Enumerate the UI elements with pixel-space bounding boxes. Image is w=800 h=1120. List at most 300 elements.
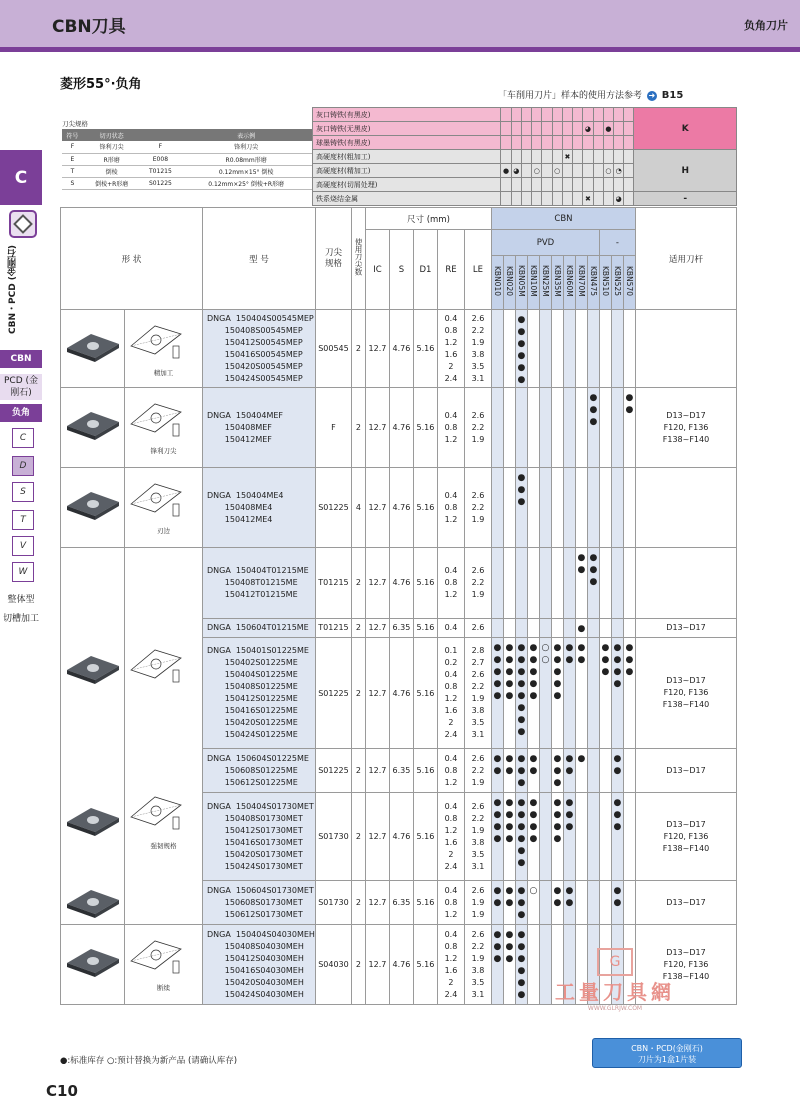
stock-mark xyxy=(599,881,611,925)
workpiece-mark xyxy=(542,192,552,206)
workpiece-mark xyxy=(593,150,603,164)
arrow-right-icon: ➜ xyxy=(648,91,656,100)
reference-note xyxy=(498,88,683,101)
workpiece-row xyxy=(313,150,737,164)
sidebar-shape-s[interactable]: S xyxy=(12,482,34,502)
stock-mark: ● ● ● ● xyxy=(551,793,563,881)
stock-mark: ● ● xyxy=(623,388,635,468)
product-table xyxy=(60,207,737,1005)
stock-mark: ● ● ● xyxy=(491,925,503,1005)
stock-mark xyxy=(515,388,527,468)
stock-mark xyxy=(551,388,563,468)
stock-mark xyxy=(515,618,527,637)
grade-header xyxy=(587,256,599,310)
grade-name: KBN510 xyxy=(600,266,610,296)
insert-drawing xyxy=(125,394,187,444)
dim-re: 0.4 0.8 1.2 1.6 2 2.4 xyxy=(437,925,464,1005)
grade-header xyxy=(491,256,503,310)
spec-cell: S xyxy=(62,177,83,189)
edge-spec: F xyxy=(315,388,351,468)
workpiece-mark xyxy=(501,122,511,136)
edge-count: 2 xyxy=(351,548,365,619)
dim-col-d1: D1 xyxy=(413,230,437,310)
grade-name: KBN570 xyxy=(624,266,634,296)
spec-cell: E xyxy=(62,153,83,165)
stock-mark xyxy=(491,388,503,468)
workpiece-mark: ✖ xyxy=(562,150,572,164)
spec-cell: E008 xyxy=(141,153,181,165)
edge-count: 2 xyxy=(351,310,365,388)
workpiece-mark xyxy=(624,164,634,178)
dim-le: 2.6 2.2 1.9 3.8 3.5 3.1 xyxy=(464,310,491,388)
stock-mark xyxy=(599,749,611,793)
workpiece-mark xyxy=(573,136,583,150)
insert-photo xyxy=(63,484,123,524)
sidebar-shape-c[interactable]: C xyxy=(12,428,34,448)
workpiece-mark xyxy=(511,192,521,206)
reference-page-link[interactable]: B15 xyxy=(661,90,684,101)
stock-mark xyxy=(527,388,539,468)
workpiece-label: 高硬度材(切屑处理) xyxy=(313,178,501,192)
insert-drawing xyxy=(125,931,187,981)
spec-header: 表示例 xyxy=(180,129,312,141)
workpiece-mark xyxy=(521,122,531,136)
edge-spec: S01225 xyxy=(315,637,351,748)
workpiece-mark xyxy=(562,178,572,192)
edge-spec: S04030 xyxy=(315,925,351,1005)
stock-mark xyxy=(539,310,551,388)
stock-mark: ● ● ● ● ● ● xyxy=(515,925,527,1005)
spec-cell: 倒棱 xyxy=(83,165,141,177)
spec-cell: F xyxy=(141,141,181,153)
workpiece-mark xyxy=(583,178,593,192)
spec-header-text: 刀尖规格 xyxy=(324,247,342,269)
spec-cell: 锋利刀尖 xyxy=(180,141,312,153)
stock-mark: ● ● xyxy=(575,548,587,619)
insert-photo xyxy=(63,941,123,981)
grade-header xyxy=(515,256,527,310)
dim-s: 4.76 xyxy=(389,468,413,548)
stock-mark: ● ● ● ● ● xyxy=(503,637,515,748)
stock-mark xyxy=(599,310,611,388)
workpiece-label: 球墨铸铁(有黑皮) xyxy=(313,136,501,150)
grade-header xyxy=(539,256,551,310)
sidebar-item-grooving[interactable]: 切槽加工 xyxy=(2,614,39,624)
workpiece-mark: ○ xyxy=(552,164,562,178)
spec-header: 切刃状态 xyxy=(83,129,141,141)
workpiece-mark: ● xyxy=(603,122,613,136)
workpiece-mark: ○ xyxy=(603,164,613,178)
workpiece-mark xyxy=(511,122,521,136)
stock-mark xyxy=(599,618,611,637)
spec-cell: S01225 xyxy=(141,177,181,189)
workpiece-mark xyxy=(542,178,552,192)
stock-mark: ● ● ● ● ● ● xyxy=(515,310,527,388)
pvd-header: PVD xyxy=(491,230,599,256)
stock-mark xyxy=(587,881,599,925)
model-codes: DNGA 150404S00545MEP 150408S00545MEP 150412S00545MEP 150416S00545MEP 150420S00545MEP 150424S00545MEP xyxy=(203,310,316,388)
workpiece-label: 灰口铸铁(无黑皮) xyxy=(313,122,501,136)
model-codes: DNGA 150401S01225ME 150402S01225ME 150404S01225ME 150408S01225ME 150412S01225ME 150416S01225ME 150420S01225ME 150424S01225ME xyxy=(203,637,316,748)
dim-ic: 12.7 xyxy=(365,925,389,1005)
insert-drawing-cell xyxy=(125,388,203,468)
holder-cell xyxy=(635,310,736,388)
stock-mark: ● ● ● ● ● xyxy=(551,637,563,748)
workpiece-row xyxy=(313,108,737,122)
product-row xyxy=(61,548,737,619)
stock-mark xyxy=(539,548,551,619)
stock-mark xyxy=(551,618,563,637)
stock-mark xyxy=(587,310,599,388)
stock-mark: ● ● ● xyxy=(623,637,635,748)
stock-mark xyxy=(563,548,575,619)
watermark-name: 工量刀具網 xyxy=(555,980,675,1004)
holder-cell: D13~D17 F120, F136 F138~F140 xyxy=(635,925,736,1005)
workpiece-mark xyxy=(532,122,542,136)
spec-header xyxy=(315,208,351,310)
dim-s: 4.76 xyxy=(389,925,413,1005)
spec-cell: F xyxy=(62,141,83,153)
stock-mark: ● ● ● ● ● xyxy=(527,637,539,748)
workpiece-mark xyxy=(573,108,583,122)
workpiece-mark: ◕ xyxy=(583,122,593,136)
stock-mark xyxy=(623,618,635,637)
sidebar-item-cbn[interactable]: CBN xyxy=(0,350,42,368)
packaging-note-button[interactable] xyxy=(592,1038,742,1068)
stock-mark: ● ● xyxy=(551,881,563,925)
workpiece-mark xyxy=(521,150,531,164)
dim-ic: 12.7 xyxy=(365,618,389,637)
stock-mark: ● ● xyxy=(563,637,575,748)
stock-mark xyxy=(539,388,551,468)
dim-s: 4.76 xyxy=(389,388,413,468)
stock-mark xyxy=(503,468,515,548)
stock-mark: ● ● ● ● xyxy=(503,793,515,881)
edge-spec-caption: 刀尖规格 xyxy=(62,120,88,128)
stock-mark xyxy=(599,793,611,881)
insert-drawing-cell xyxy=(125,925,203,1005)
dim-d1: 5.16 xyxy=(413,548,437,619)
dim-d1: 5.16 xyxy=(413,749,437,793)
stock-mark: ● ● ● ● ● ● xyxy=(515,793,527,881)
stock-mark xyxy=(503,618,515,637)
holder-cell: D13~D17 xyxy=(635,749,736,793)
workpiece-mark xyxy=(603,136,613,150)
dim-ic: 12.7 xyxy=(365,749,389,793)
stock-mark xyxy=(539,468,551,548)
workpiece-mark: ◕ xyxy=(614,192,624,206)
workpiece-mark xyxy=(511,178,521,192)
workpiece-table xyxy=(312,107,737,206)
stock-mark: ● ● ● xyxy=(551,749,563,793)
stock-mark: ● ● xyxy=(563,749,575,793)
workpiece-mark xyxy=(583,164,593,178)
insert-photo xyxy=(63,404,123,444)
workpiece-mark xyxy=(593,108,603,122)
product-row xyxy=(61,468,737,548)
workpiece-mark xyxy=(583,150,593,164)
stock-mark xyxy=(527,310,539,388)
page-header-category: 负角刀片 xyxy=(744,19,788,32)
sidebar-item-negative[interactable]: 负角 xyxy=(0,404,42,422)
stock-mark xyxy=(503,548,515,619)
holder-cell: D13~D17 F120, F136 F138~F140 xyxy=(635,793,736,881)
stock-mark xyxy=(575,388,587,468)
workpiece-mark xyxy=(573,122,583,136)
workpiece-mark xyxy=(501,108,511,122)
dim-d1: 5.16 xyxy=(413,468,437,548)
insert-photo xyxy=(63,648,123,688)
stock-mark xyxy=(539,881,551,925)
sidebar-vertical-label: CBN・PCD (金刚石) xyxy=(8,244,18,334)
insert-drawing-cell xyxy=(125,468,203,548)
edge-count: 2 xyxy=(351,637,365,748)
edge-spec: S01225 xyxy=(315,468,351,548)
model-codes: DNGA 150404T01215ME 150408T01215ME 150412T01215ME xyxy=(203,548,316,619)
stock-mark xyxy=(623,310,635,388)
workpiece-mark xyxy=(501,178,511,192)
stock-mark: ● ● ● xyxy=(503,925,515,1005)
workpiece-mark xyxy=(552,136,562,150)
workpiece-mark xyxy=(614,150,624,164)
dim-col-le: LE xyxy=(464,230,491,310)
grade-name: KBN010 xyxy=(492,266,502,296)
stock-mark xyxy=(599,388,611,468)
dim-le: 2.6 xyxy=(464,618,491,637)
workpiece-mark xyxy=(603,108,613,122)
workpiece-mark: ● xyxy=(501,164,511,178)
model-header: 型 号 xyxy=(203,208,316,310)
dim-s: 4.76 xyxy=(389,637,413,748)
dim-ic: 12.7 xyxy=(365,388,389,468)
dim-le: 2.6 2.2 1.9 xyxy=(464,468,491,548)
stock-mark xyxy=(575,881,587,925)
stock-mark: ● ● ● xyxy=(563,793,575,881)
workpiece-mark xyxy=(593,192,603,206)
edge-spec: S01225 xyxy=(315,749,351,793)
holder-cell: D13~D17 F120, F136 F138~F140 xyxy=(635,637,736,748)
product-row xyxy=(61,388,737,468)
workpiece-mark xyxy=(624,136,634,150)
insert-photo-cell xyxy=(61,310,125,388)
page-header-title: CBN刀具 xyxy=(52,17,126,37)
sidebar-shape-v[interactable]: V xyxy=(12,536,34,556)
stock-mark xyxy=(539,793,551,881)
stock-mark xyxy=(611,310,623,388)
stock-mark: ● ● ● xyxy=(599,637,611,748)
grade-header xyxy=(623,256,635,310)
workpiece-mark xyxy=(573,164,583,178)
dim-d1: 5.16 xyxy=(413,310,437,388)
page-header xyxy=(0,0,800,52)
workpiece-mark xyxy=(521,136,531,150)
watermark-url: WWW.GLRJW.COM xyxy=(587,1005,643,1012)
page-number: C10 xyxy=(46,1082,78,1100)
workpiece-mark xyxy=(562,164,572,178)
insert-drawing-cell xyxy=(125,310,203,388)
workpiece-mark xyxy=(603,192,613,206)
dim-re: 0.1 0.2 0.4 0.8 1.2 1.6 2 2.4 xyxy=(437,637,464,748)
model-codes: DNGA 150604S01730MET 150608S01730MET 150612S01730MET xyxy=(203,881,316,925)
stock-mark: ● ● xyxy=(563,881,575,925)
stock-mark xyxy=(539,749,551,793)
stock-mark: ● ● ● xyxy=(587,388,599,468)
dim-le: 2.6 2.2 1.9 xyxy=(464,548,491,619)
spec-cell: T01215 xyxy=(141,165,181,177)
dim-le: 2.6 2.2 1.9 xyxy=(464,388,491,468)
insert-photo-cell xyxy=(61,388,125,468)
packaging-note-text: CBN・PCD(金刚石) 刀片为1盒1片装 xyxy=(631,1044,703,1064)
stock-mark xyxy=(587,468,599,548)
sidebar-shape-t[interactable]: T xyxy=(12,510,34,530)
shape-header: 形 状 xyxy=(61,208,203,310)
edge-spec: S00545 xyxy=(315,310,351,388)
legend: ●:标准库存 ○:预计替换为新产品 (请确认库存) xyxy=(60,1056,238,1066)
holder-cell xyxy=(635,468,736,548)
stock-mark xyxy=(623,468,635,548)
edge-count: 2 xyxy=(351,881,365,925)
holder-cell: D13~D17 xyxy=(635,881,736,925)
dim-re: 0.4 0.8 1.2 xyxy=(437,468,464,548)
dim-le: 2.6 2.2 1.9 xyxy=(464,749,491,793)
grade-name: KBN10M xyxy=(528,265,538,297)
stock-mark xyxy=(527,618,539,637)
dim-d1: 5.16 xyxy=(413,881,437,925)
insert-drawing xyxy=(125,316,187,366)
model-codes: DNGA 150404ME4 150408ME4 150412ME4 xyxy=(203,468,316,548)
stock-mark xyxy=(611,618,623,637)
stock-mark: ○ ○ xyxy=(539,637,551,748)
edge-spec-table xyxy=(62,118,312,190)
stock-mark xyxy=(623,793,635,881)
edge-spec: S01730 xyxy=(315,881,351,925)
insert-caption: 精加工 xyxy=(153,369,174,377)
sidebar-shape-w[interactable]: W xyxy=(12,562,34,582)
stock-mark: ● ● ● xyxy=(587,548,599,619)
stock-mark: ● ● xyxy=(503,749,515,793)
workpiece-mark xyxy=(614,108,624,122)
workpiece-mark xyxy=(521,164,531,178)
dim-d1: 5.16 xyxy=(413,637,437,748)
edge-count: 2 xyxy=(351,925,365,1005)
cbn-header: CBN xyxy=(491,208,635,230)
workpiece-mark xyxy=(593,178,603,192)
product-row xyxy=(61,310,737,388)
stock-mark: ● ● ● ● xyxy=(611,637,623,748)
grade-header xyxy=(563,256,575,310)
stock-mark xyxy=(611,468,623,548)
stock-mark xyxy=(599,468,611,548)
spec-header: 符号 xyxy=(62,129,83,141)
spec-cell: R形磨 xyxy=(83,153,141,165)
dim-col-s: S xyxy=(389,230,413,310)
sidebar-shape-d[interactable]: D xyxy=(12,456,34,476)
workpiece-label: 高硬度材(粗加工) xyxy=(313,150,501,164)
grade-name: KBN475 xyxy=(588,266,598,296)
stock-mark xyxy=(551,310,563,388)
dim-ic: 12.7 xyxy=(365,468,389,548)
workpiece-mark xyxy=(501,136,511,150)
stock-mark xyxy=(563,310,575,388)
sidebar-tab-c[interactable]: C xyxy=(0,150,42,205)
workpiece-label: 铁系烧结金属 xyxy=(313,192,501,206)
workpiece-mark xyxy=(593,164,603,178)
workpiece-mark xyxy=(521,108,531,122)
dim-re: 0.4 0.8 1.2 xyxy=(437,388,464,468)
stock-mark xyxy=(611,548,623,619)
stock-mark xyxy=(623,548,635,619)
insert-caption: 刃边 xyxy=(157,527,170,535)
stock-mark xyxy=(563,618,575,637)
dim-d1: 5.16 xyxy=(413,925,437,1005)
stock-mark xyxy=(539,618,551,637)
section-title: 菱形55°·负角 xyxy=(60,77,142,92)
spec-header xyxy=(141,129,181,141)
dim-s: 6.35 xyxy=(389,749,413,793)
dim-ic: 12.7 xyxy=(365,881,389,925)
dim-col-re: RE xyxy=(437,230,464,310)
workpiece-mark xyxy=(532,136,542,150)
grade-header xyxy=(599,256,611,310)
dim-re: 0.4 0.8 1.2 1.6 2 2.4 xyxy=(437,793,464,881)
workpiece-mark xyxy=(573,192,583,206)
spec-cell: 锋利刀尖 xyxy=(83,141,141,153)
insert-drawing xyxy=(125,640,187,690)
uncoated-header: - xyxy=(599,230,635,256)
grade-name: KBN35M xyxy=(552,265,562,297)
dims-header: 尺寸 (mm) xyxy=(365,208,491,230)
workpiece-mark xyxy=(573,150,583,164)
grade-name: KBN020 xyxy=(504,266,514,296)
insert-photo xyxy=(63,882,123,922)
workpiece-mark xyxy=(542,108,552,122)
workpiece-mark xyxy=(532,192,542,206)
spec-cell: T xyxy=(62,165,83,177)
edges-header xyxy=(351,208,365,310)
workpiece-mark: ◕ xyxy=(511,164,521,178)
grade-name: KBN525 xyxy=(612,266,622,296)
dim-re: 0.4 0.8 1.2 1.6 2 2.4 xyxy=(437,310,464,388)
dim-ic: 12.7 xyxy=(365,637,389,748)
workpiece-mark xyxy=(583,108,593,122)
edge-count: 4 xyxy=(351,468,365,548)
stock-mark xyxy=(575,310,587,388)
grade-name: KBN05M xyxy=(516,265,526,297)
stock-mark xyxy=(587,637,599,748)
model-codes: DNGA 150404S04030MEH 150408S04030MEH 150412S04030MEH 150416S04030MEH 150420S04030MEH 150424S04030MEH xyxy=(203,925,316,1005)
sidebar-item-pcd[interactable]: PCD (金刚石) xyxy=(0,374,42,400)
workpiece-mark xyxy=(532,150,542,164)
workpiece-mark xyxy=(603,150,613,164)
workpiece-mark xyxy=(511,150,521,164)
insert-photo xyxy=(63,800,123,840)
workpiece-mark: ✖ xyxy=(583,192,593,206)
workpiece-mark xyxy=(501,192,511,206)
workpiece-mark xyxy=(603,178,613,192)
edge-count: 2 xyxy=(351,388,365,468)
stock-mark: ● ● xyxy=(611,749,623,793)
dim-ic: 12.7 xyxy=(365,793,389,881)
sidebar-item-solid[interactable]: 整体型 xyxy=(7,595,35,605)
insert-photo xyxy=(63,326,123,366)
workpiece-mark xyxy=(614,178,624,192)
insert-drawing-cell xyxy=(125,548,203,925)
stock-mark xyxy=(611,388,623,468)
edge-spec: T01215 xyxy=(315,548,351,619)
stock-mark: ● ● ● xyxy=(611,793,623,881)
edge-count: 2 xyxy=(351,749,365,793)
insert-drawing xyxy=(125,787,187,837)
